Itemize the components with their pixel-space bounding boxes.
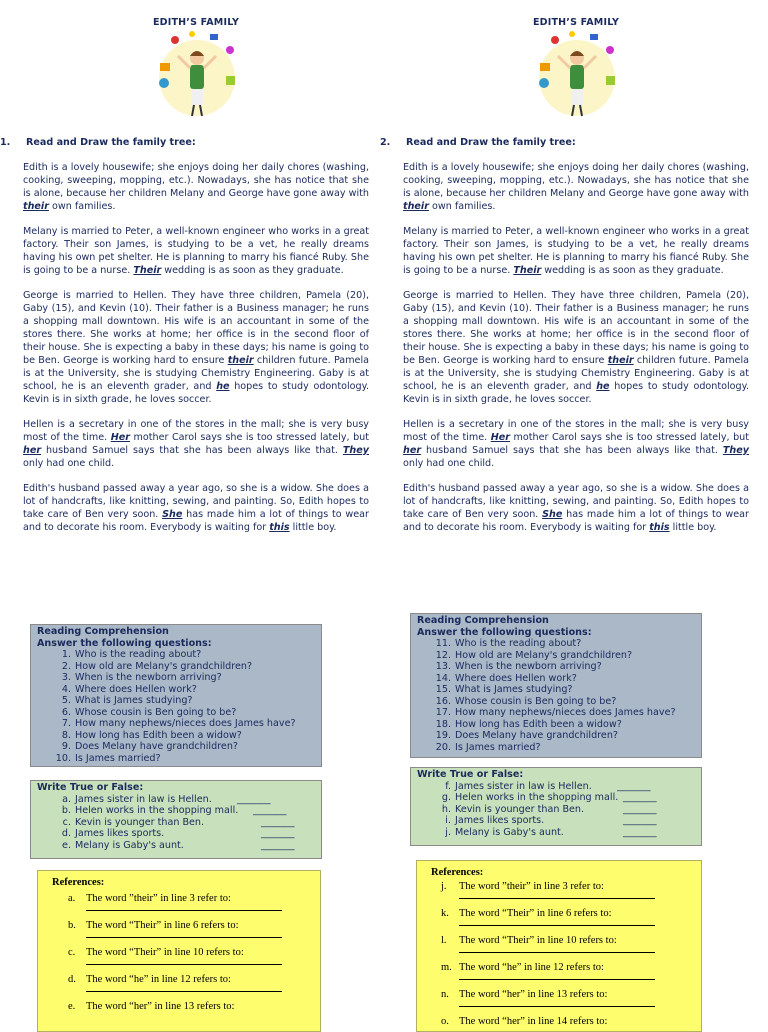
referent-word: their	[607, 354, 634, 366]
task-label: Read and Draw the family tree:	[406, 137, 576, 148]
reference-item: a. The word ”their” in line 3 refer to:	[68, 893, 288, 905]
statement-item: e. Melany is Gaby's aunt. _______	[62, 839, 295, 851]
referent-word: They	[342, 444, 369, 456]
reading-comprehension-box	[410, 613, 702, 758]
answer-line[interactable]	[459, 898, 655, 899]
referent-word: this	[649, 521, 670, 533]
answer-blank[interactable]: _______	[623, 826, 657, 838]
reading-subtitle: Answer the following questions:	[37, 637, 212, 649]
reference-item: n. The word “her” in line 13 refers to:	[441, 989, 661, 1001]
referent-word: Her	[490, 431, 511, 443]
statement-item: d. James likes sports. _______	[61, 828, 295, 839]
statement-list	[31, 794, 321, 852]
referent-word: their	[227, 354, 254, 366]
story-text	[403, 162, 749, 547]
answer-blank[interactable]: _______	[623, 792, 657, 803]
referent-word: her	[23, 444, 42, 456]
juggling-housewife-illustration	[150, 28, 245, 123]
reading-title: Reading Comprehension	[417, 615, 549, 626]
answer-line[interactable]	[86, 910, 282, 911]
answer-line[interactable]	[459, 979, 655, 980]
statement-item: h. Kevin is younger than Ben. _______	[441, 803, 657, 815]
reference-item: k. The word “Their” in line 6 refers to:	[441, 908, 661, 920]
task-label: Read and Draw the family tree:	[26, 137, 196, 148]
task-heading	[380, 137, 576, 148]
story-paragraph: Edith is a lovely housewife; she enjoys doing her daily chores (washing, cooking, sweeping, mopping, etc.). Nowadays, she has notice that she is alone, because her children Melany and George have gone away with their own families.	[23, 162, 369, 212]
question-item: 20. Is James married?	[435, 741, 541, 753]
referent-word: She	[162, 508, 183, 520]
task-heading	[0, 137, 196, 148]
statement-item: g. Helen works in the shopping mall. _______	[441, 792, 657, 803]
question-item: 4. Where does Hellen work?	[61, 683, 197, 695]
reading-comprehension-box	[30, 624, 322, 767]
story-paragraph: Edith's husband passed away a year ago, so she is a widow. She does a lot of handcrafts, like knitting, sewing, and painting. So, Edith hopes to take care of Ben very soon. She has made him a lot of things to wear and to decorate his room. Everybody is waiting for this little boy.	[403, 483, 749, 533]
referent-word: their	[23, 200, 49, 212]
story-text	[23, 162, 369, 547]
reference-item: e. The word “her” in line 13 refers to:	[68, 1001, 235, 1012]
reference-item: m. The word “he” in line 12 refers to:	[441, 962, 661, 974]
question-item: 5. What is James studying?	[61, 695, 193, 706]
question-item: 10. Is James married?	[55, 752, 161, 764]
story-paragraph: Melany is married to Peter, a well-known engineer who works in a great factory. Their son James, is studying to be a vet, he really dreams having his own pet shelter. He is planning to marry his fiancé Ruby. She is going to be a nurse. Their wedding is as soon as they graduate.	[403, 226, 749, 276]
reference-item: l. The word “Their” in line 10 refers to:	[441, 935, 661, 947]
answer-line[interactable]	[459, 925, 655, 926]
question-item: 13. When is the newborn arriving?	[435, 661, 602, 672]
question-item: 17. How many nephews/nieces does James have?	[435, 707, 676, 718]
answer-line[interactable]	[86, 964, 282, 965]
answer-blank[interactable]: _______	[261, 816, 295, 828]
task-number: 2.	[380, 137, 391, 148]
question-item: 19. Does Melany have grandchildren?	[435, 730, 618, 741]
reference-item: c. The word “Their” in line 10 refers to:	[68, 947, 288, 959]
statement-item: j. Melany is Gaby's aunt. _______	[445, 826, 657, 838]
reading-subtitle: Answer the following questions:	[417, 626, 592, 638]
referent-word: Her	[110, 431, 131, 443]
juggling-housewife-illustration	[530, 28, 625, 123]
referent-word: She	[542, 508, 563, 520]
answer-blank[interactable]: _______	[261, 828, 295, 839]
question-item: 11. Who is the reading about?	[435, 638, 582, 649]
story-paragraph: George is married to Hellen. They have three children, Pamela (20), Gaby (15), and Kevin (10). Their father is a Business manager; he runs a shopping mall downtown. His wife is an accountant in some of the stores there. She works at home; her office is in the second floor of their house. She is expecting a baby in these days; his name is going to be Ben. George is working hard to ensure their children future. Pamela is at the University, she is studying Chemistry Engineering. Gaby is at school, he is an eleventh grader, and he hopes to study odontology. Kevin is in sixth grade, he loves soccer.	[403, 290, 750, 405]
question-item: 7. How many nephews/nieces does James have?	[61, 718, 296, 729]
story-paragraph: Hellen is a secretary in one of the stores in the mall; she is very busy most of the time. Her mother Carol says she is too stressed lately, but her husband Samuel says that she has been always like that. They only had one child.	[23, 418, 370, 469]
answer-line[interactable]	[459, 1006, 655, 1007]
worksheet-title: EDITH’S FAMILY	[532, 17, 620, 28]
reference-item: o. The word “her” in line 14 refers to:	[441, 1016, 608, 1027]
answer-blank[interactable]: _______	[261, 839, 295, 851]
references-box	[37, 870, 321, 1032]
referent-word: Their	[513, 264, 542, 276]
referent-word: he	[596, 380, 610, 392]
answer-blank[interactable]: _______	[237, 793, 271, 805]
answer-blank[interactable]: _______	[253, 805, 287, 816]
question-item: 15. What is James studying?	[435, 684, 573, 695]
referent-word: their	[403, 200, 429, 212]
answer-blank[interactable]: _______	[623, 803, 657, 815]
question-item: 8. How long has Edith been a widow?	[61, 729, 242, 741]
referent-word: her	[403, 444, 422, 456]
answer-blank[interactable]: _______	[623, 815, 657, 826]
true-false-title: Write True or False:	[37, 782, 144, 793]
reference-item: d. The word “he” in line 12 refers to:	[68, 974, 288, 986]
referent-word: this	[269, 521, 290, 533]
true-false-title: Write True or False:	[417, 769, 524, 780]
statement-item: a. James sister in law is Hellen. _______	[62, 793, 271, 805]
reference-item: b. The word “Their” in line 6 refers to:	[68, 920, 288, 932]
true-false-box	[410, 767, 702, 846]
references-title: References:	[52, 877, 105, 888]
true-false-box	[30, 780, 322, 859]
worksheet-title: EDITH’S FAMILY	[152, 17, 240, 28]
story-paragraph: George is married to Hellen. They have three children, Pamela (20), Gaby (15), and Kevin (10). Their father is a Business manager; he runs a shopping mall downtown. His wife is an accountant in some of the stores there. She works at home; her office is in the second floor of their house. She is expecting a baby in these days; his name is going to be Ben. George is working hard to ensure their children future. Pamela is at the University, she is studying Chemistry Engineering. Gaby is at school, he is an eleventh grader, and he hopes to study odontology. Kevin is in sixth grade, he loves soccer.	[23, 290, 370, 405]
task-number: 1.	[0, 137, 11, 148]
question-item: 18. How long has Edith been a widow?	[435, 718, 622, 730]
question-list	[411, 638, 701, 753]
question-list	[31, 649, 321, 764]
question-item: 1. Who is the reading about?	[61, 649, 202, 660]
answer-blank[interactable]: _______	[617, 780, 651, 792]
question-item: 16. Whose cousin is Ben going to be?	[435, 695, 617, 707]
statement-list	[411, 781, 701, 839]
referent-word: Their	[133, 264, 162, 276]
referent-word: he	[216, 380, 230, 392]
question-item: 9. Does Melany have grandchildren?	[61, 741, 238, 752]
story-paragraph: Edith's husband passed away a year ago, so she is a widow. She does a lot of handcrafts, like knitting, sewing, and painting. So, Edith hopes to take care of Ben very soon. She has made him a lot of things to wear and to decorate his room. Everybody is waiting for this little boy.	[23, 483, 369, 533]
question-item: 2. How old are Melany's grandchildren?	[61, 660, 253, 672]
statement-item: b. Helen works in the shopping mall. _______	[61, 805, 287, 816]
story-paragraph: Edith is a lovely housewife; she enjoys doing her daily chores (washing, cooking, sweeping, mopping, etc.). Nowadays, she has notice that she is alone, because her children Melany and George have gone away with their own families.	[403, 162, 749, 212]
story-paragraph: Melany is married to Peter, a well-known engineer who works in a great factory. Their son James, is studying to be a vet, he really dreams having his own pet shelter. He is planning to marry his fiancé Ruby. She is going to be a nurse. Their wedding is as soon as they graduate.	[23, 226, 369, 276]
question-item: 14. Where does Hellen work?	[435, 672, 577, 684]
reference-item: j. The word ”their” in line 3 refer to:	[441, 881, 661, 893]
statement-item: i. James likes sports. _______	[445, 815, 657, 826]
answer-line[interactable]	[86, 991, 282, 992]
answer-line[interactable]	[86, 937, 282, 938]
story-paragraph: Hellen is a secretary in one of the stores in the mall; she is very busy most of the time. Her mother Carol says she is too stressed lately, but her husband Samuel says that she has been always like that. They only had one child.	[403, 418, 750, 469]
question-item: 12. How old are Melany's grandchildren?	[435, 649, 633, 661]
statement-item: c. Kevin is younger than Ben. _______	[62, 816, 295, 828]
references-title: References:	[431, 867, 484, 878]
answer-line[interactable]	[459, 952, 655, 953]
statement-item: f. James sister in law is Hellen. _______	[445, 780, 651, 792]
references-box	[416, 860, 702, 1032]
question-item: 3. When is the newborn arriving?	[61, 672, 222, 683]
question-item: 6. Whose cousin is Ben going to be?	[61, 706, 237, 718]
referent-word: They	[722, 444, 749, 456]
reading-title: Reading Comprehension	[37, 626, 169, 637]
